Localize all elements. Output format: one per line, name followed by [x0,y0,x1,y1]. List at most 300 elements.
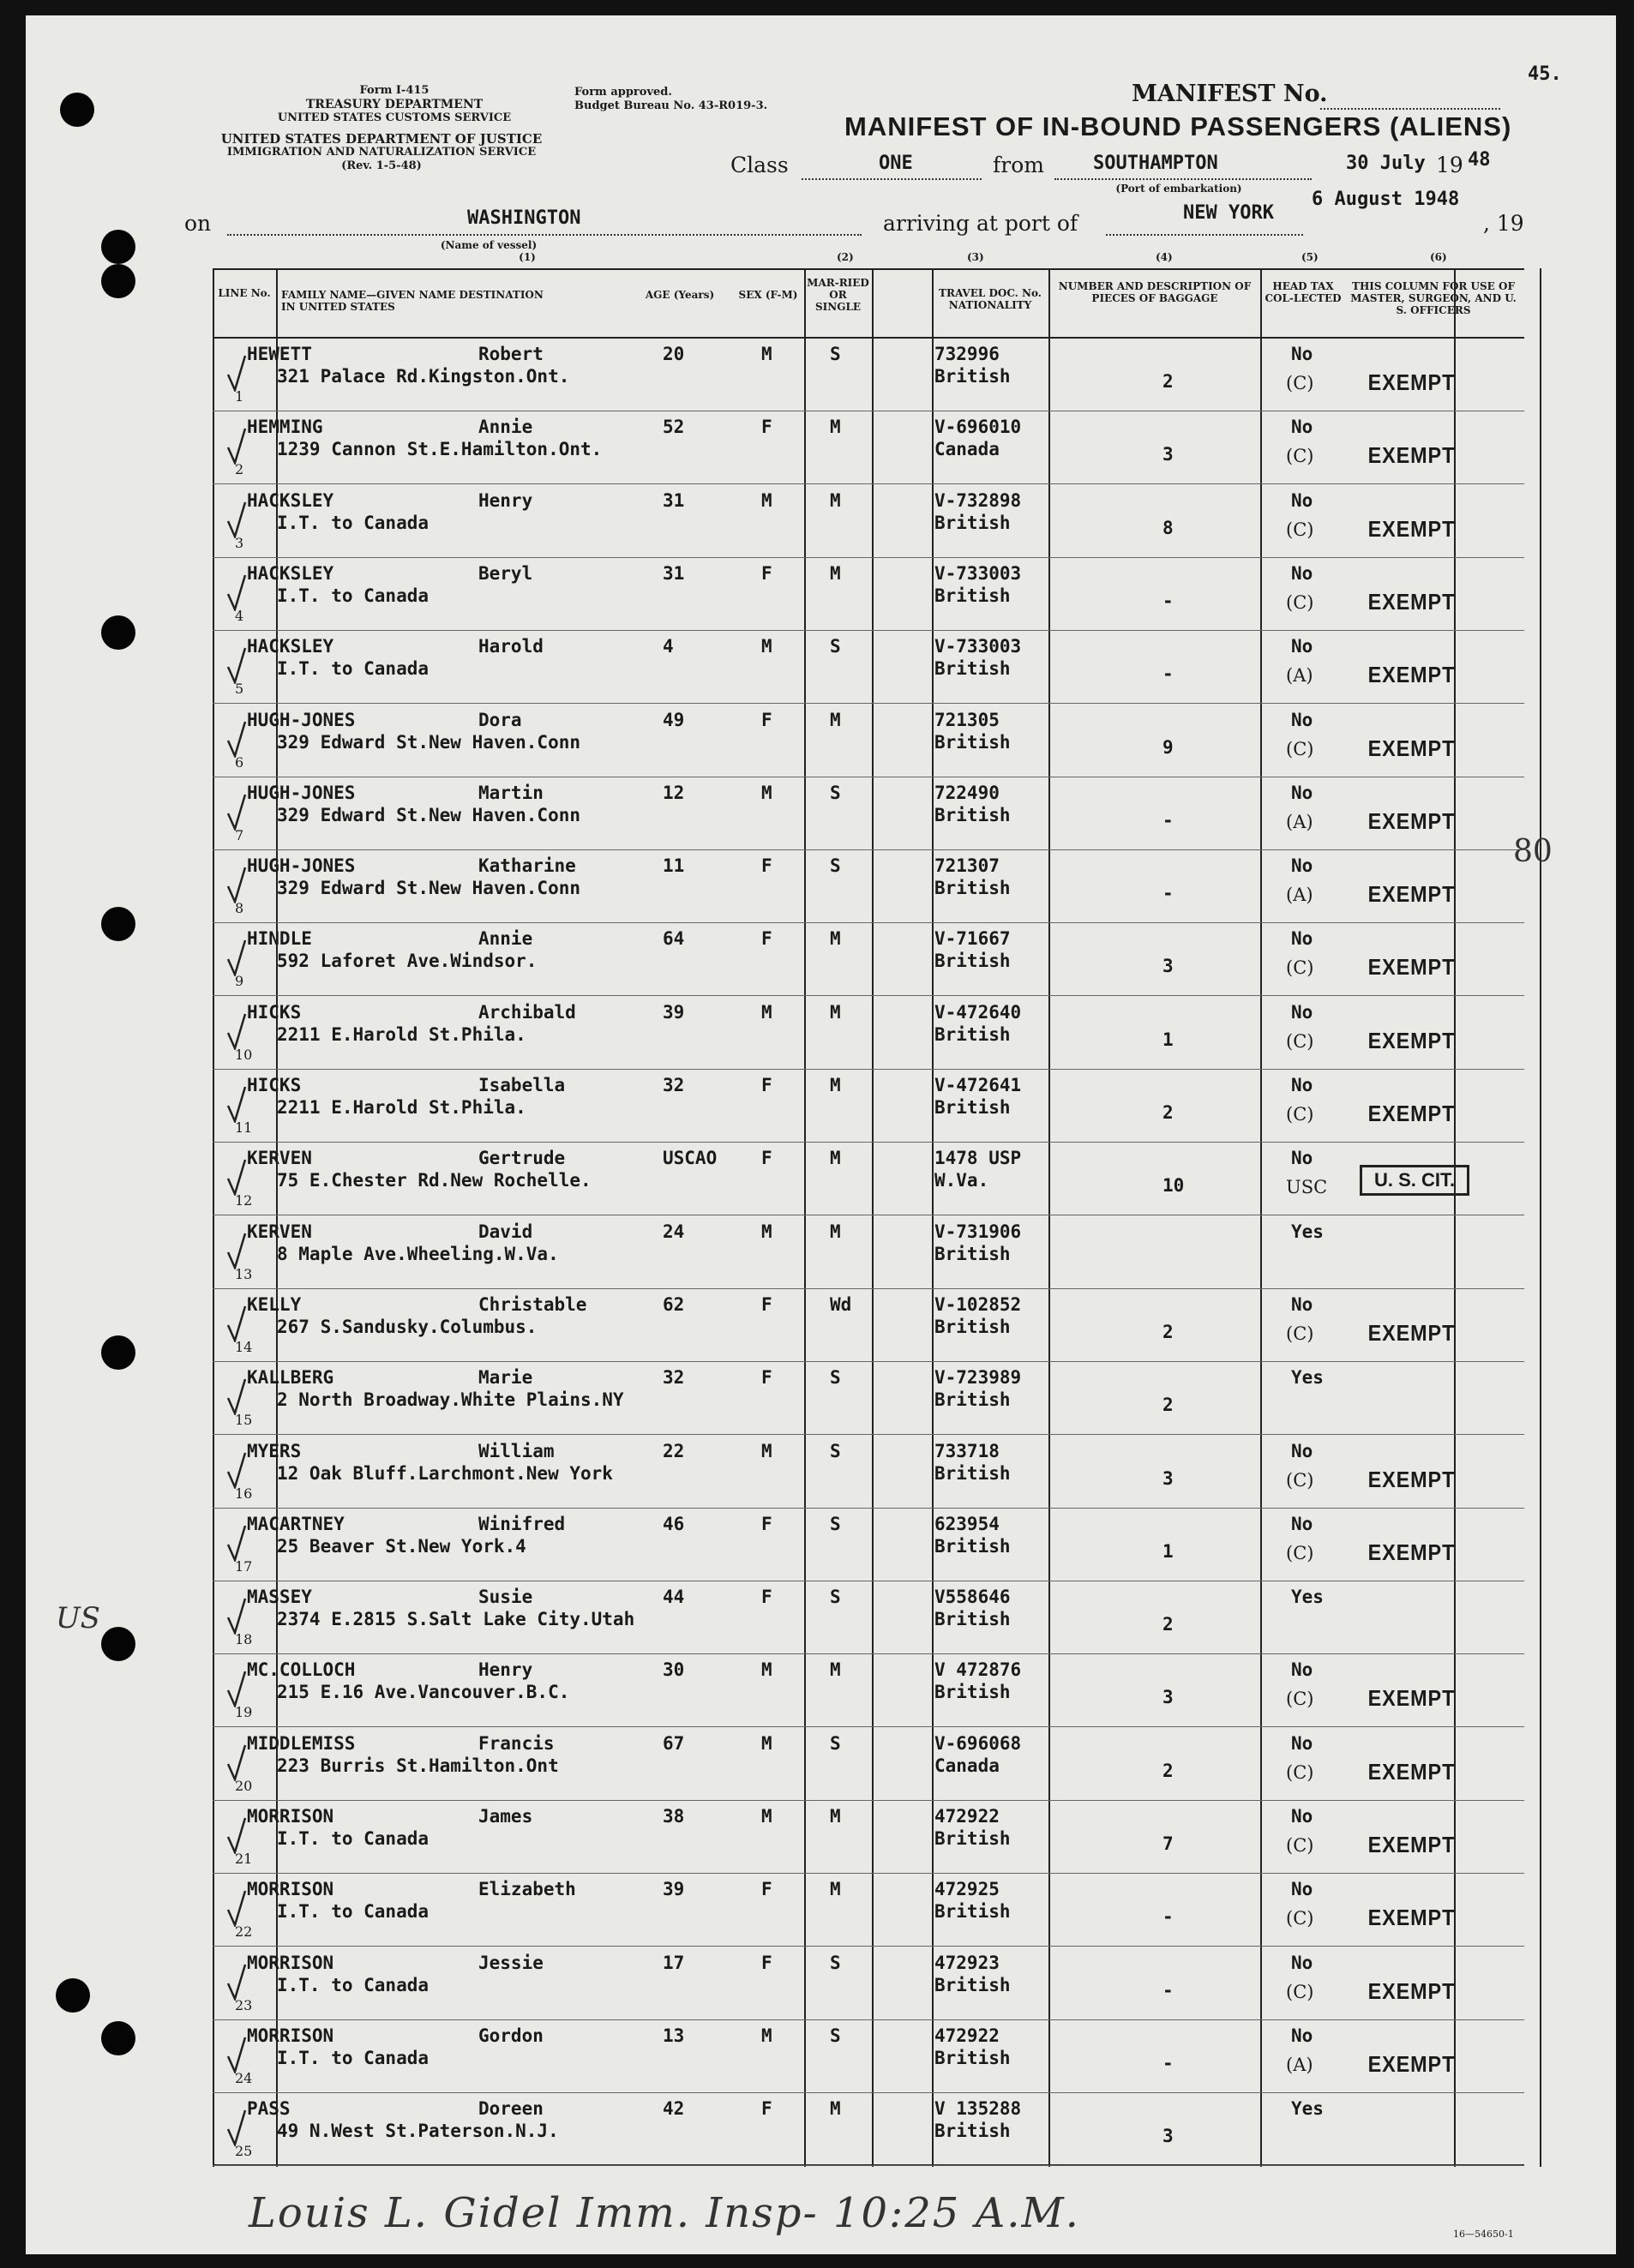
check-mark-icon [226,1232,247,1269]
line-number: 6 [235,753,244,771]
age: 42 [663,2098,685,2120]
check-mark-icon [226,939,247,976]
destination: I.T. to Canada [277,1828,430,1849]
embarkation-note: (Port of embarkation) [1115,183,1242,195]
age: 24 [663,1221,685,1242]
sex: M [761,1732,772,1754]
form-number-block [257,84,532,125]
marital-status: M [830,1001,841,1023]
line-number: 25 [235,2143,253,2160]
family-name: HUGH-JONES [247,709,356,730]
form-number: Form I-415 [359,84,430,97]
line-number: 22 [235,1923,253,1941]
binder-hole [60,93,94,127]
baggage-count: 7 [1162,1833,1174,1854]
baggage-count: 8 [1162,517,1174,538]
check-mark-icon [226,1158,247,1196]
head-tax-code: (C) [1286,519,1314,540]
family-name: HICKS [247,1075,302,1095]
family-name: MORRISON [247,2025,334,2046]
family-name: KALLBERG [247,1367,334,1389]
given-name: Marie [478,1367,533,1389]
age: 32 [663,1367,685,1389]
destination: 329 Edward St.New Haven.Conn [277,804,581,825]
travel-doc-number: 472922 [934,1806,1000,1827]
table-row [213,2093,1524,2167]
sex: M [761,1806,772,1827]
head-tax: No [1291,1732,1313,1754]
sex: F [761,928,772,950]
marital-status: M [830,1659,841,1681]
family-name: HACKSLEY [247,489,334,511]
baggage-count: - [1162,590,1174,611]
arriving-label: arriving at port of [883,211,1078,236]
colhead-officers: THIS COLUMN FOR USE OF MASTER, SURGEON, AND U. S. OFFICERS [1350,280,1517,316]
marital-status: S [830,344,841,364]
head-tax-code: (C) [1286,1981,1314,2002]
age: 39 [663,1001,685,1023]
table-row [213,1436,1524,1509]
colhead-baggage: NUMBER AND DESCRIPTION OF PIECES OF BAGGAGE [1058,280,1252,304]
given-name: Susie [478,1587,533,1608]
baggage-count: 3 [1162,1687,1174,1708]
depart-year: 48 [1468,149,1491,171]
margin-note-us: US [56,1601,100,1635]
sex: M [761,1659,772,1681]
check-mark-icon [226,1305,247,1342]
sex: M [761,782,772,803]
baggage-count: - [1162,2052,1174,2073]
destination: I.T. to Canada [277,585,430,606]
line-number: 7 [235,826,244,843]
nationality: British [934,2047,1011,2068]
destination: I.T. to Canada [277,1974,430,1995]
check-mark-icon [226,720,247,758]
given-name: Beryl [478,562,533,584]
sex: F [761,1513,772,1534]
table-row [213,1801,1524,1875]
family-name: HEMMING [247,417,323,438]
nationality: British [934,512,1011,533]
nationality: British [934,951,1011,972]
nationality: British [934,1316,1011,1337]
travel-doc-number: V-71667 [934,928,1011,950]
travel-doc-number: V-102852 [934,1293,1022,1315]
sex: F [761,1148,772,1169]
marital-status: M [830,1148,841,1169]
arrival-date: 6 August 1948 [1312,189,1460,210]
head-tax-code: (C) [1286,738,1314,759]
destination: 215 E.16 Ave.Vancouver.B.C. [277,1682,570,1703]
given-name: Jessie [478,1952,544,1973]
passenger-table [213,251,1524,2167]
class-label: Class [730,153,789,177]
baggage-count: - [1162,1906,1174,1928]
head-tax: No [1291,1293,1313,1315]
nationality: British [934,1535,1011,1557]
class-value: ONE [879,153,913,174]
destination: 329 Edward St.New Haven.Conn [277,878,581,899]
justice-block [180,132,583,173]
from-label: from [993,153,1044,177]
age: USCAO [663,1148,718,1169]
manifest-sheet [26,15,1616,2254]
age: 17 [663,1952,685,1973]
travel-doc-number: V-696068 [934,1732,1022,1754]
head-tax: No [1291,417,1313,438]
family-name: HINDLE [247,928,312,950]
destination: I.T. to Canada [277,512,430,533]
line-number: 23 [235,1996,253,2013]
destination: I.T. to Canada [277,658,430,680]
marital-status: M [830,709,841,730]
travel-doc-number: 1478 USP [934,1148,1022,1169]
line-number: 17 [235,1557,253,1575]
sex: M [761,1001,772,1023]
table-row [213,850,1524,924]
binder-hole [101,1335,135,1370]
arrival-port: NEW YORK [1183,202,1274,224]
marital-status: M [830,417,841,438]
given-name: Gordon [478,2025,544,2046]
exempt-stamp: EXEMPT [1367,881,1456,908]
line-number: 19 [235,1704,253,1721]
travel-doc-number: V-472641 [934,1075,1022,1095]
given-name: Archibald [478,1001,576,1023]
line-number: 8 [235,900,244,917]
line-number: 15 [235,1412,253,1429]
colhead-sex: SEX (F-M) [738,289,798,301]
baggage-count: 2 [1162,1102,1174,1123]
baggage-count: 2 [1162,1760,1174,1781]
age: 30 [663,1659,685,1681]
head-tax: No [1291,636,1313,657]
age: 67 [663,1732,685,1754]
marital-status: Wd [830,1293,852,1315]
nationality: British [934,1462,1011,1484]
head-tax: No [1291,1075,1313,1095]
sex: F [761,1367,772,1389]
travel-doc-number: 721305 [934,709,1000,730]
age: 46 [663,1513,685,1534]
sex: M [761,1440,772,1461]
travel-doc-number: V558646 [934,1587,1011,1608]
table-row [213,2020,1524,2094]
exempt-stamp: EXEMPT [1367,1832,1456,1857]
head-tax: No [1291,1879,1313,1900]
head-tax-code: (C) [1286,1689,1314,1710]
nationality: British [934,1609,1011,1630]
nationality: British [934,2121,1011,2142]
marital-status: M [830,2098,841,2120]
colnum: (6) [1430,251,1447,263]
nationality: British [934,1901,1011,1923]
travel-doc-number: V-733003 [934,636,1022,657]
destination: 2211 E.Harold St.Phila. [277,1097,526,1118]
table-row [213,1654,1524,1728]
nationality: British [934,1682,1011,1703]
travel-doc-number: V-696010 [934,417,1022,438]
destination: 329 Edward St.New Haven.Conn [277,731,581,753]
nationality: British [934,1389,1011,1411]
check-mark-icon [226,2109,247,2146]
marital-status: S [830,855,841,877]
from-line [1054,178,1312,180]
table-row [213,705,1524,778]
check-mark-icon [226,573,247,611]
table-row [213,339,1524,412]
destination: 49 N.West St.Paterson.N.J. [277,2121,559,2142]
sex: M [761,344,772,364]
baggage-count: 10 [1162,1175,1185,1197]
sex: F [761,1293,772,1315]
age: 31 [663,562,685,584]
exempt-stamp: EXEMPT [1367,515,1456,542]
age: 22 [663,1440,685,1461]
budget-bureau-line: Budget Bureau No. 43-R019-3. [574,99,768,112]
given-name: Katharine [478,855,576,877]
given-name: Martin [478,782,544,803]
head-tax: Yes [1291,1587,1324,1608]
line-number: 3 [235,534,244,551]
head-tax-code: (C) [1286,957,1314,979]
head-tax: Yes [1291,1221,1324,1242]
exempt-stamp: EXEMPT [1367,442,1456,469]
colnum: (2) [837,251,854,263]
binder-hole [101,907,135,941]
line-number: 2 [235,461,244,478]
check-mark-icon [226,2036,247,2073]
from-value: SOUTHAMPTON [1093,153,1218,174]
sex: F [761,1587,772,1608]
age: 4 [663,636,674,657]
check-mark-icon [226,427,247,465]
age: 62 [663,1293,685,1315]
marital-status: S [830,2025,841,2046]
head-tax-code: (C) [1286,1104,1314,1125]
line-number: 5 [235,681,244,698]
age: 11 [663,855,685,877]
given-name: Francis [478,1732,555,1754]
manifest-no-label: MANIFEST No. [1132,81,1328,107]
check-mark-icon [226,1597,247,1635]
exempt-stamp: EXEMPT [1367,1466,1456,1492]
exempt-stamp: EXEMPT [1367,662,1456,688]
depart-date: 30 July [1346,153,1426,174]
check-mark-icon [226,1085,247,1123]
sex: F [761,1879,772,1900]
line-number: 13 [235,1265,253,1282]
family-name: MACARTNEY [247,1513,345,1534]
destination: 75 E.Chester Rd.New Rochelle. [277,1170,592,1191]
colnum: (3) [967,251,984,263]
nationality: British [934,731,1011,753]
binder-hole [101,264,135,298]
colhead-age: AGE (Years) [645,289,715,301]
line-number: 16 [235,1485,253,1502]
marital-status: S [830,1587,841,1608]
port-line [1106,234,1303,236]
nationality: W.Va. [934,1170,989,1191]
family-name: KELLY [247,1293,302,1315]
head-tax-code: (A) [1286,2054,1313,2075]
binder-hole [101,1627,135,1661]
vessel-note: (Name of vessel) [440,239,538,251]
given-name: Isabella [478,1075,566,1095]
head-tax-code: (C) [1286,446,1314,467]
binder-hole [101,2021,135,2055]
line-number: 12 [235,1192,253,1209]
nationality: Canada [934,1755,1000,1776]
destination: 267 S.Sandusky.Columbus. [277,1316,538,1337]
given-name: Henry [478,1659,533,1681]
row-rule [213,2165,1524,2166]
check-mark-icon [226,1012,247,1050]
approval-line: Form approved. [574,86,672,99]
destination: I.T. to Canada [277,2047,430,2068]
sex: F [761,1952,772,1973]
check-mark-icon [226,501,247,538]
family-name: MIDDLEMISS [247,1732,356,1754]
head-tax: No [1291,1001,1313,1023]
table-row [213,1216,1524,1290]
colhead-travel-doc: TRAVEL DOC. No. NATIONALITY [939,287,1042,311]
page-number: 45. [1528,63,1562,85]
travel-doc-number: 732996 [934,344,1000,364]
table-top-rule [213,268,1524,270]
exempt-stamp: EXEMPT [1367,1101,1456,1126]
head-tax-code: (C) [1286,1469,1314,1491]
destination: 12 Oak Bluff.Larchmont.New York [277,1462,613,1484]
head-tax: No [1291,1440,1313,1461]
marital-status: M [830,1806,841,1827]
age: 49 [663,709,685,730]
family-name: HICKS [247,1001,302,1023]
table-row [213,997,1524,1071]
baggage-count: 1 [1162,1029,1174,1050]
given-name: Henry [478,489,533,511]
head-tax: No [1291,782,1313,803]
head-tax-code: (A) [1286,885,1313,906]
destination: 321 Palace Rd.Kingston.Ont. [277,366,570,387]
destination: I.T. to Canada [277,1901,430,1923]
check-mark-icon [226,1451,247,1489]
line-number: 4 [235,607,244,624]
travel-doc-number: 623954 [934,1513,1000,1534]
table-row [213,1289,1524,1363]
exempt-stamp: EXEMPT [1367,807,1456,834]
family-name: KERVEN [247,1221,312,1242]
head-tax-code: (A) [1286,811,1313,832]
manifest-no-line [1320,108,1500,110]
destination: 223 Burris St.Hamilton.Ont [277,1755,559,1776]
family-name: MORRISON [247,1879,334,1900]
family-name: MYERS [247,1440,302,1461]
check-mark-icon [226,1524,247,1562]
head-tax-code: USC [1286,1177,1328,1198]
baggage-count: 9 [1162,736,1174,758]
baggage-count: - [1162,883,1174,904]
head-tax: No [1291,1513,1313,1534]
us-citizen-stamp: U. S. CIT. [1360,1165,1469,1196]
destination: 592 Laforet Ave.Windsor. [277,951,538,972]
given-name: David [478,1221,533,1242]
check-mark-icon [226,1963,247,2001]
baggage-count: 3 [1162,444,1174,465]
age: 13 [663,2025,685,2046]
line-number: 11 [235,1119,253,1136]
colnum: (4) [1156,251,1173,263]
marital-status: S [830,1513,841,1534]
head-tax: Yes [1291,2098,1324,2120]
margin-note-80: 80 [1513,834,1553,869]
line-number: 18 [235,1631,253,1648]
travel-doc-number: 722490 [934,782,1000,803]
destination: 2211 E.Harold St.Phila. [277,1023,526,1045]
check-mark-icon [226,793,247,831]
travel-doc-number: V 472876 [934,1659,1022,1681]
travel-doc-number: 721307 [934,855,1000,877]
given-name: Harold [478,636,544,657]
sex: M [761,1221,772,1242]
binder-hole [101,615,135,650]
exempt-stamp: EXEMPT [1367,1758,1456,1785]
sex: F [761,709,772,730]
family-name: HACKSLEY [247,562,334,584]
check-mark-icon [226,1816,247,1854]
family-name: MORRISON [247,1806,334,1827]
age: 20 [663,344,685,364]
vessel-col-num: (1) [519,251,536,263]
table-row [213,411,1524,485]
head-tax-code: (C) [1286,1835,1314,1856]
age: 52 [663,417,685,438]
exempt-stamp: EXEMPT [1367,1539,1456,1565]
colhead-married: MAR-RIED OR SINGLE [807,277,869,313]
revision-line: (Rev. 1-5-48) [341,159,422,172]
approval-block [574,86,832,113]
nationality: British [934,878,1011,899]
travel-doc-number: V-732898 [934,489,1022,511]
form-code: 16—54650-1 [1453,2229,1514,2240]
age: 12 [663,782,685,803]
travel-doc-number: V-731906 [934,1221,1022,1242]
destination: 8 Maple Ave.Wheeling.W.Va. [277,1243,559,1264]
check-mark-icon [226,1743,247,1781]
baggage-count: 2 [1162,1321,1174,1342]
destination: 2 North Broadway.White Plains.NY [277,1389,624,1411]
marital-status: M [830,489,841,511]
given-name: Annie [478,928,533,950]
line-number: 21 [235,1851,253,1867]
marital-status: S [830,1367,841,1389]
customs-service: UNITED STATES CUSTOMS SERVICE [277,111,512,124]
family-name: PASS [247,2098,291,2120]
baggage-count: 3 [1162,956,1174,977]
table-row [213,485,1524,559]
table-row [213,631,1524,705]
check-mark-icon [226,1377,247,1415]
marital-status: S [830,1440,841,1461]
sex: F [761,2098,772,2120]
baggage-count: - [1162,809,1174,831]
marital-status: S [830,782,841,803]
travel-doc-number: V-472640 [934,1001,1022,1023]
given-name: James [478,1806,533,1827]
head-tax-code: (C) [1286,373,1314,393]
sex: M [761,489,772,511]
table-row [213,777,1524,851]
